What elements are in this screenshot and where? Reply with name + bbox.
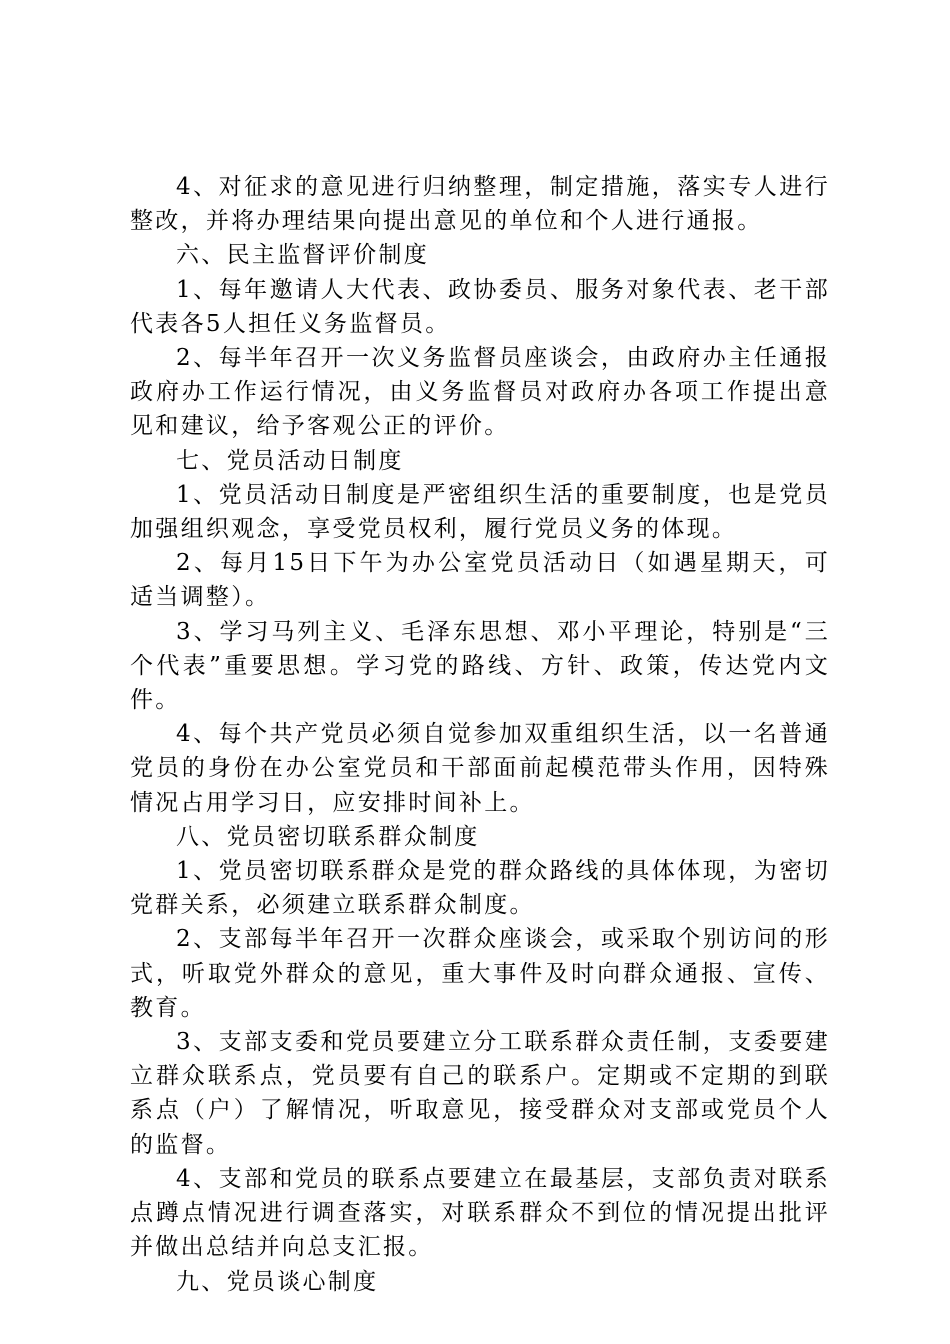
section-heading-8: 八、党员密切联系群众制度 [176, 823, 480, 850]
paragraph-activity-day-3: 3、学习马列主义、毛泽东思想、邓小平理论，特别是“三个代表”重要思想。学习党的路线、方针、政策，传达党内文件。 [130, 618, 830, 714]
paragraph-masses-2: 2、支部每半年召开一次群众座谈会，或采取个别访问的形式，听取党外群众的意见，重大事件及时向群众通报、宣传、教育。 [130, 926, 830, 1021]
paragraph-supervisors: 1、每年邀请人大代表、政协委员、服务对象代表、老干部代表各5人担任义务监督员。 [130, 276, 830, 337]
paragraph-masses-1: 1、党员密切联系群众是党的群众路线的具体体现，为密切党群关系，必须建立联系群众制度。 [130, 858, 830, 919]
document-body [130, 170, 830, 1299]
paragraph-activity-day-4: 4、每个共产党员必须自觉参加双重组织生活，以一名普通党员的身份在办公室党员和干部面前起模范带头作用，因特殊情况占用学习日，应安排时间补上。 [130, 721, 830, 816]
paragraph-activity-day-1: 1、党员活动日制度是严密组织生活的重要制度，也是党员加强组织观念，享受党员权利，履行党员义务的体现。 [130, 481, 830, 543]
paragraph-masses-4: 4、支部和党员的联系点要建立在最基层，支部负责对联系点蹲点情况进行调查落实，对联系群众不到位的情况提出批评并做出总结并向总支汇报。 [130, 1165, 830, 1261]
section-heading-6: 六、民主监督评价制度 [176, 242, 429, 269]
paragraph-masses-3: 3、支部支委和党员要建立分工联系群众责任制，支委要建立群众联系点，党员要有自己的联系户。定期或不定期的到联系点（户）了解情况，听取意见，接受群众对支部或党员个人的监督。 [130, 1029, 830, 1158]
section-heading-9: 九、党员谈心制度 [176, 1268, 379, 1295]
paragraph-activity-day-2: 2、每月15日下午为办公室党员活动日（如遇星期天，可适当调整）。 [130, 550, 830, 611]
paragraph-supervisor-meeting: 2、每半年召开一次义务监督员座谈会，由政府办主任通报政府办工作运行情况，由义务监督员对政府办各项工作提出意见和建议，给予客观公正的评价。 [130, 345, 830, 440]
section-heading-7: 七、党员活动日制度 [176, 447, 404, 474]
paragraph-item-4-opinions: 4、对征求的意见进行归纳整理，制定措施，落实专人进行整改，并将办理结果向提出意见的单位和个人进行通报。 [130, 174, 830, 235]
